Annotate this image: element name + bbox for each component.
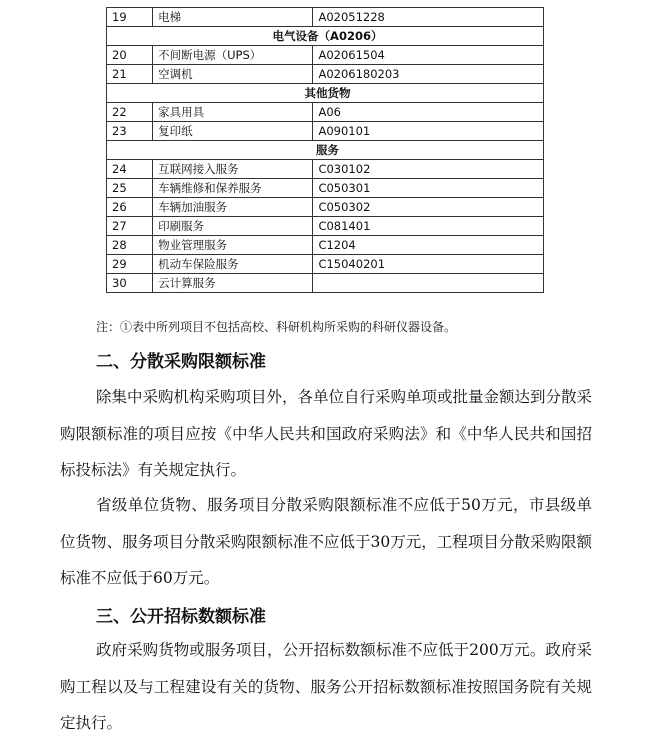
item-name: 物业管理服务: [153, 236, 313, 255]
table-section-row: [107, 84, 544, 103]
table-footnote: 注：①表中所列项目不包括高校、科研机构所采购的科研仪器设备。: [96, 320, 457, 334]
row-number: 21: [107, 65, 153, 84]
section-heading-decentralized-limit: 二、分散采购限额标准: [96, 352, 266, 372]
item-name: 复印纸: [153, 122, 313, 141]
item-name: 车辆维修和保养服务: [153, 179, 313, 198]
row-number: 19: [107, 8, 153, 27]
section-heading-public-tender: 三、公开招标数额标准: [96, 607, 266, 627]
item-code: A090101: [313, 122, 544, 141]
item-code: C030102: [313, 160, 544, 179]
paragraph-public-tender: 政府采购货物或服务项目，公开招标数额标准不应低于200万元。政府采购工程以及与工程建设有关的货物、服务公开招标数额标准按照国务院有关规定执行。: [60, 641, 592, 732]
item-code: C050301: [313, 179, 544, 198]
table-row: [107, 198, 544, 217]
item-name: 云计算服务: [153, 274, 313, 293]
row-number: 23: [107, 122, 153, 141]
item-code: A02051228: [313, 8, 544, 27]
item-code: C050302: [313, 198, 544, 217]
row-number: 25: [107, 179, 153, 198]
table-row: [107, 160, 544, 179]
row-number: 22: [107, 103, 153, 122]
item-name: 电梯: [153, 8, 313, 27]
row-number: 24: [107, 160, 153, 179]
paragraph-decentralized-amounts: 省级单位货物、服务项目分散采购限额标准不应低于50万元，市县级单位货物、服务项目分散采购限额标准不应低于30万元，工程项目分散采购限额标准不应低于60万元。: [60, 496, 592, 587]
row-number: 20: [107, 46, 153, 65]
item-code: A06: [313, 103, 544, 122]
row-number: 26: [107, 198, 153, 217]
item-code: [313, 274, 544, 293]
section-title: 电气设备（A0206）: [107, 27, 544, 46]
item-code: C15040201: [313, 255, 544, 274]
row-number: 30: [107, 274, 153, 293]
table-row: [107, 8, 544, 27]
item-name: 车辆加油服务: [153, 198, 313, 217]
procurement-catalog-table: [106, 7, 544, 293]
section-title: 其他货物: [107, 84, 544, 103]
paragraph-decentralized-scope: 除集中采购机构采购项目外，各单位自行采购单项或批量金额达到分散采购限额标准的项目应按《中华人民共和国政府采购法》和《中华人民共和国招标投标法》有关规定执行。: [60, 388, 593, 479]
table-row: [107, 236, 544, 255]
table-row: [107, 255, 544, 274]
item-name: 空调机: [153, 65, 313, 84]
item-code: C081401: [313, 217, 544, 236]
table-row: [107, 122, 544, 141]
item-name: 机动车保险服务: [153, 255, 313, 274]
item-name: 不间断电源（UPS）: [153, 46, 313, 65]
table-row: [107, 179, 544, 198]
table-section-row: [107, 141, 544, 160]
item-name: 互联网接入服务: [153, 160, 313, 179]
table-row: [107, 274, 544, 293]
item-code: A0206180203: [313, 65, 544, 84]
row-number: 27: [107, 217, 153, 236]
item-code: A02061504: [313, 46, 544, 65]
row-number: 29: [107, 255, 153, 274]
item-name: 家具用具: [153, 103, 313, 122]
table-row: [107, 46, 544, 65]
row-number: 28: [107, 236, 153, 255]
section-title: 服务: [107, 141, 544, 160]
table-row: [107, 65, 544, 84]
item-name: 印刷服务: [153, 217, 313, 236]
table-row: [107, 103, 544, 122]
item-code: C1204: [313, 236, 544, 255]
table-row: [107, 217, 544, 236]
table-section-row: [107, 27, 544, 46]
